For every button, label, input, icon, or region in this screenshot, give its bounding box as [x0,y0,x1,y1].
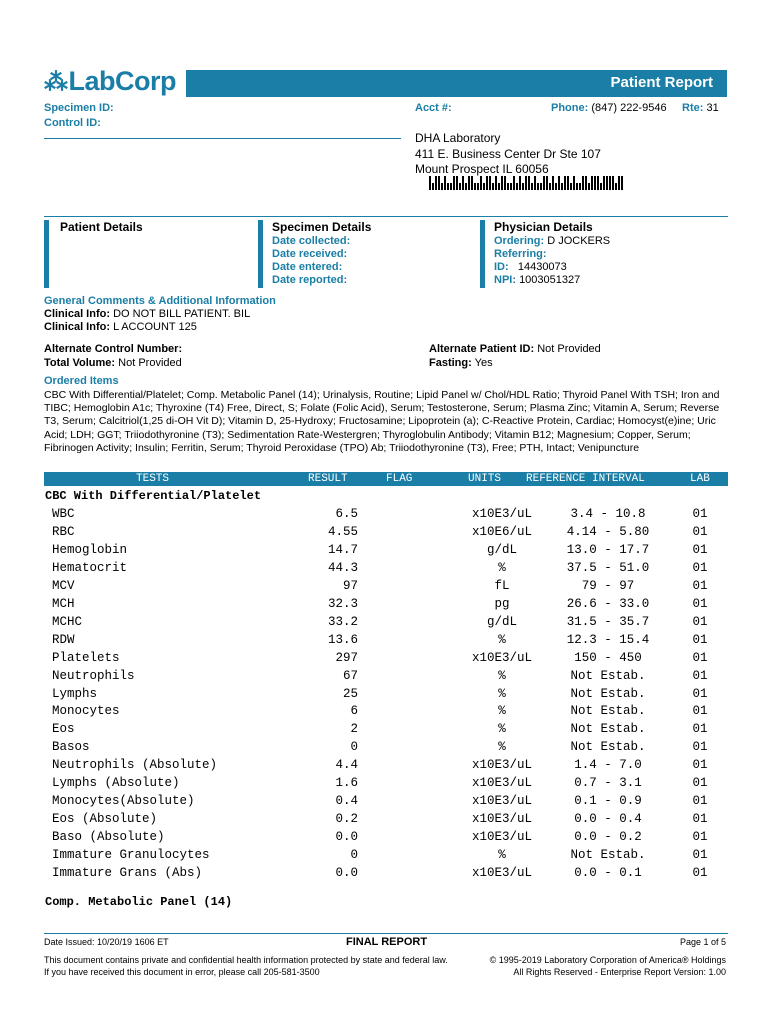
rte-value: 31 [706,102,719,114]
barcode-bar [558,176,560,190]
report-title: Patient Report [610,74,713,91]
barcode-bar [552,176,554,190]
test-reference: Not Estab. [570,722,646,737]
barcode-bar [483,183,485,190]
test-name: MCV [52,578,75,593]
phone-line [551,102,667,114]
col-result: RESULT [308,473,348,485]
ordering-value: D JOCKERS [547,235,611,247]
test-units: x10E3/uL [471,758,532,773]
barcode-bar [615,183,617,190]
barcode-bar [468,176,470,190]
barcode-bar [486,176,488,190]
test-name: RDW [52,632,75,647]
lab-address-line1: 411 E. Business Center Dr Ste 107 [415,146,601,161]
test-reference: 150 - 450 [574,650,642,665]
specimen-id-label: Specimen ID: [44,102,114,114]
barcode-bar [474,183,476,190]
test-reference: 79 - 97 [581,578,635,593]
test-lab: 01 [692,650,708,665]
test-reference: 0.0 - 0.2 [574,830,642,845]
test-result: 0 [350,740,358,755]
test-units: g/dL [486,542,517,557]
test-result: 0.4 [335,794,358,809]
test-lab: 01 [692,740,708,755]
postal-barcode [429,176,623,190]
physician-details [494,220,610,287]
test-result: 0 [350,848,358,863]
lab-address-line2: Mount Prospect IL 60056 [415,162,549,176]
barcode-bar [606,176,608,190]
test-units: % [498,686,506,701]
table-row [44,687,728,705]
barcode-bar [585,176,587,190]
test-units: % [498,560,506,575]
barcode-bar [582,176,584,190]
barcode-bar [576,183,578,190]
barcode-bar [507,183,509,190]
col-flag: FLAG [386,473,413,485]
test-reference: 31.5 - 35.7 [566,614,650,629]
barcode-bar [612,176,614,190]
npi-value: 1003051327 [519,274,581,286]
specimen-details [272,220,371,287]
test-reference: Not Estab. [570,740,646,755]
notice-line-2: If you have received this document in error, please call 205-581-3500 [44,967,320,977]
test-lab: 01 [692,686,708,701]
test-name: MCHC [52,614,83,629]
details-top-divider [44,216,728,217]
test-units: % [498,740,506,755]
alt-control-label: Alternate Control Number: [44,343,183,355]
barcode-bar [489,176,491,190]
barcode-bar [537,183,539,190]
table-row [44,615,728,633]
barcode-bar [441,183,443,190]
barcode-bar [534,176,536,190]
total-volume-value: Not Provided [118,357,182,369]
test-units: fL [494,578,510,593]
report-title-bar [186,70,727,97]
header-divider [44,138,401,139]
ordered-items-text: CBC With Differential/Platelet; Comp. Metabolic Panel (14); Urinalysis, Routine; Lipid Panel w/ Chol/HDL Ratio; Thyroid Panel With TSH; Iron and TIBC; Hemoglobin A1c; Thyroxine (T4) Free, Direct, S; Folate (Folic Acid), Serum; Testosterone, Serum; Plasma Zinc; Vitamin A, Serum; Reverse T3, Serum; Calcitriol(1,25 di-OH Vit D); Vitamin D, 25-Hydroxy; Fructosamine; Lipoprotein (a); C-Reactive Protein, Cardiac; Homocyst(e)ine; Uric Acid; LDH; GGT; Triiodothyronine (T3); Sedimentation Rate-Westergren; Thyroglobulin Antibody; Vitamin B12; Magnesium; Copper, Serum; Fibrinogen Activity; Insulin; Ferritin, Serum; Thyroid Peroxidase (TPO) Ab; Triiodothyronine (T3), Free; PTH, Intact; Venipuncture [44,389,720,454]
final-report-label: FINAL REPORT [346,936,428,948]
test-units: x10E3/uL [471,650,532,665]
test-lab: 01 [692,722,708,737]
barcode-bar [528,176,530,190]
test-result: 4.55 [327,524,358,539]
test-lab: 01 [692,866,708,880]
test-lab: 01 [692,848,708,863]
test-name: RBC [52,524,75,539]
test-units: g/dL [486,614,517,629]
barcode-bar [561,183,563,190]
barcode-bar [450,183,452,190]
barcode-bar [621,176,623,190]
test-reference: 1.4 - 7.0 [574,758,642,773]
test-result: 2 [350,722,358,737]
barcode-bar [495,176,497,190]
barcode-bar [447,183,449,190]
test-reference: 0.1 - 0.9 [574,794,642,809]
barcode-bar [522,183,524,190]
date-entered-label: Date entered: [272,261,343,273]
referring-label: Referring: [494,248,547,260]
table-row [44,651,728,669]
test-units: % [498,632,506,647]
test-name: Hematocrit [52,560,128,575]
table-row [44,543,728,561]
alt-patient-value: Not Provided [537,343,601,355]
fasting-value: Yes [474,357,493,369]
page-number: Page 1 of 5 [679,937,726,947]
physician-details-bar [480,220,485,288]
barcode-bar [594,176,596,190]
notice-line-1: This document contains private and confidential health information protected by state and federal law. [44,955,448,965]
barcode-bar [429,176,431,190]
date-issued: Date Issued: 10/20/19 1606 ET [44,937,169,947]
test-result: 13.6 [327,632,358,647]
col-lab: LAB [690,473,710,485]
test-reference: Not Estab. [570,668,646,683]
barcode-bar [519,176,521,190]
barcode-bar [432,183,434,190]
barcode-bar [498,183,500,190]
test-lab: 01 [692,614,708,629]
specimen-details-title: Specimen Details [272,220,372,234]
test-reference: 0.0 - 0.4 [574,812,642,827]
barcode-bar [591,176,593,190]
col-units: UNITS [468,473,502,485]
test-name: Neutrophils [52,668,135,683]
barcode-bar [573,176,575,190]
table-row [44,525,728,543]
comments-title: General Comments & Additional Information [44,295,276,307]
table-row [44,740,728,758]
barcode-bar [510,183,512,190]
barcode-bar [549,183,551,190]
table-row [44,722,728,740]
alt-patient-label: Alternate Patient ID: [429,343,535,355]
table-row [44,633,728,651]
phone-value: (847) 222-9546 [591,102,667,114]
table-row [44,830,728,848]
date-collected-label: Date collected: [272,235,351,247]
test-lab: 01 [692,507,708,521]
patient-details-title: Patient Details [60,220,143,234]
col-tests: TESTS [136,473,170,485]
clinical-info-line-1 [44,308,276,321]
lab-address [415,131,601,178]
acct-label: Acct #: [415,102,452,114]
npi-label: NPI: [494,274,516,286]
ordering-label: Ordering: [494,235,545,247]
table-row [44,669,728,687]
barcode-bar [516,183,518,190]
test-units: x10E3/uL [471,830,532,845]
logo-text: LabCorp [68,66,176,96]
test-result: 0.0 [335,830,358,845]
test-lab: 01 [692,776,708,791]
barcode-bar [459,183,461,190]
fasting-line [429,356,601,370]
table-row [44,866,728,884]
test-units: x10E3/uL [471,866,532,880]
labcorp-logo [44,66,176,97]
date-reported-label: Date reported: [272,274,348,286]
table-row [44,776,728,794]
barcode-bar [588,183,590,190]
test-reference: 26.6 - 33.0 [566,596,650,611]
alt-patient-line [429,342,601,356]
phone-label: Phone: [551,102,589,114]
control-id-label: Control ID: [44,117,101,129]
test-result: 4.4 [335,758,358,773]
barcode-bar [609,176,611,190]
test-result: 67 [342,668,358,683]
test-result: 6.5 [335,507,358,521]
barcode-bar [477,183,479,190]
barcode-bar [492,183,494,190]
test-lab: 01 [692,578,708,593]
col-reference: REFERENCE INTERVAL [526,473,645,485]
table-row [44,597,728,615]
barcode-bar [567,176,569,190]
test-units: % [498,848,506,863]
test-lab: 01 [692,668,708,683]
test-result: 0.0 [335,866,358,880]
test-lab: 01 [692,830,708,845]
test-units: pg [494,596,510,611]
table-row [44,704,728,722]
test-name: Platelets [52,650,120,665]
barcode-bar [462,176,464,190]
test-reference: 0.7 - 3.1 [574,776,642,791]
test-result: 97 [342,578,358,593]
npi-line [494,274,610,287]
test-units: % [498,704,506,719]
barcode-bar [555,183,557,190]
total-volume-line [44,356,182,370]
test-lab: 01 [692,542,708,557]
confidentiality-notice [44,954,448,978]
barcode-bar [453,176,455,190]
table-row [44,561,728,579]
date-received-label: Date received: [272,248,348,260]
barcode-bar [504,176,506,190]
copyright-notice [490,954,726,978]
table-row [44,848,728,866]
barcode-bar [435,176,437,190]
test-result: 44.3 [327,560,358,575]
clinical-info-line-2 [44,321,276,334]
barcode-bar [471,176,473,190]
footer-divider [44,933,728,934]
test-lab: 01 [692,704,708,719]
test-lab: 01 [692,560,708,575]
test-name: WBC [52,507,75,521]
barcode-bar [480,176,482,190]
test-name: Basos [52,740,90,755]
barcode-bar [603,176,605,190]
test-result: 14.7 [327,542,358,557]
test-reference: 12.3 - 15.4 [566,632,650,647]
test-reference: 13.0 - 17.7 [566,542,650,557]
test-units: x10E3/uL [471,812,532,827]
id-label: ID: [494,261,509,273]
id-value: 14430073 [517,261,567,273]
barcode-bar [465,183,467,190]
barcode-bar [525,176,527,190]
test-lab: 01 [692,632,708,647]
table-row [44,507,728,525]
ordered-items-title: Ordered Items [44,375,119,387]
test-name: Eos (Absolute) [52,812,158,827]
test-result: 25 [342,686,358,701]
barcode-bar [444,176,446,190]
test-name: Immature Grans (Abs) [52,866,203,880]
barcode-bar [438,176,440,190]
test-reference: 4.14 - 5.80 [566,524,650,539]
section-cmp-title: Comp. Metabolic Panel (14) [45,895,233,909]
test-name: Neutrophils (Absolute) [52,758,218,773]
test-lab: 01 [692,524,708,539]
test-result: 297 [335,650,358,665]
barcode-bar [597,176,599,190]
barcode-bar [570,183,572,190]
barcode-bar [600,183,602,190]
test-units: x10E3/uL [471,507,532,521]
fasting-label: Fasting: [429,357,472,369]
test-name: Lymphs [52,686,98,701]
results-table-header [44,472,728,486]
specimen-details-bar [258,220,263,288]
test-reference: Not Estab. [570,686,646,701]
test-reference: Not Estab. [570,848,646,863]
barcode-bar [543,176,545,190]
clinical-info-label: Clinical Info: [44,308,110,320]
clinical-info-value-2: L ACCOUNT 125 [113,321,197,333]
test-reference: 0.0 - 0.1 [574,866,642,880]
test-name: MCH [52,596,75,611]
rte-line [682,102,719,114]
clinical-info-label: Clinical Info: [44,321,110,333]
physician-details-title: Physician Details [494,220,593,234]
general-comments [44,295,276,334]
test-units: % [498,722,506,737]
test-name: Baso (Absolute) [52,830,165,845]
barcode-bar [564,176,566,190]
test-lab: 01 [692,794,708,809]
test-reference: Not Estab. [570,704,646,719]
test-name: Monocytes [52,704,120,719]
ordering-line [494,235,610,248]
table-row [44,794,728,812]
test-result: 1.6 [335,776,358,791]
test-name: Eos [52,722,75,737]
barcode-bar [618,176,620,190]
clinical-info-value-1: DO NOT BILL PATIENT. BIL [113,308,251,320]
test-result: 6 [350,704,358,719]
barcode-bar [579,183,581,190]
test-units: % [498,668,506,683]
test-lab: 01 [692,596,708,611]
labcorp-mark-icon: ⁂ [44,69,68,96]
test-lab: 01 [692,758,708,773]
table-row [44,579,728,597]
test-result: 33.2 [327,614,358,629]
test-reference: 37.5 - 51.0 [566,560,650,575]
test-name: Hemoglobin [52,542,128,557]
copyright-line-1: © 1995-2019 Laboratory Corporation of America® Holdings [489,955,726,965]
rte-label: Rte: [682,102,704,114]
barcode-bar [540,183,542,190]
specimen-meta-left [44,342,182,370]
barcode-bar [531,183,533,190]
barcode-bar [456,176,458,190]
patient-details-bar [44,220,49,288]
test-name: Monocytes(Absolute) [52,794,195,809]
test-result: 0.2 [335,812,358,827]
test-result: 32.3 [327,596,358,611]
test-units: x10E3/uL [471,794,532,809]
table-row [44,812,728,830]
barcode-bar [546,176,548,190]
table-row [44,758,728,776]
section-cbc-title: CBC With Differential/Platelet [45,489,262,503]
test-name: Lymphs (Absolute) [52,776,180,791]
test-units: x10E6/uL [471,524,532,539]
id-line [494,261,610,274]
test-units: x10E3/uL [471,776,532,791]
barcode-bar [501,176,503,190]
copyright-line-2: All Rights Reserved - Enterprise Report Version: 1.00 [513,967,726,977]
test-reference: 3.4 - 10.8 [570,507,646,521]
test-name: Immature Granulocytes [52,848,210,863]
lab-name: DHA Laboratory [415,131,501,145]
barcode-bar [513,176,515,190]
test-lab: 01 [692,812,708,827]
specimen-meta-right [429,342,601,370]
total-volume-label: Total Volume: [44,357,116,369]
